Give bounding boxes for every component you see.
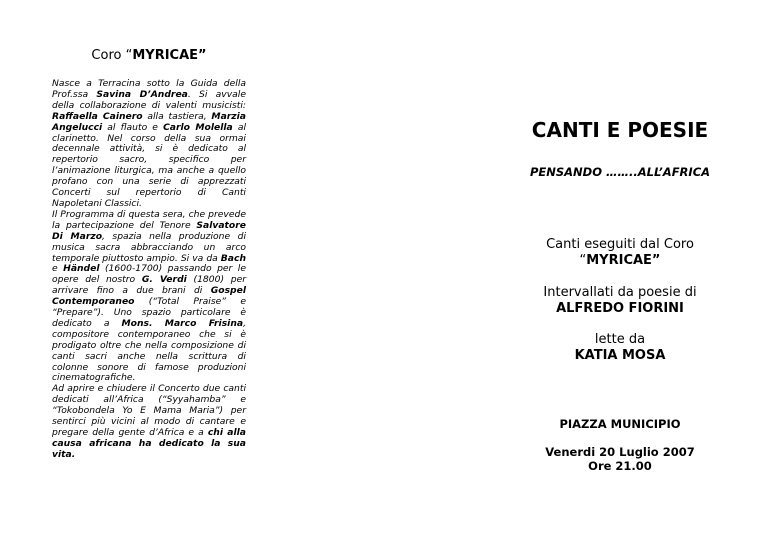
bio-text: al clarinetto. Nel corso della sua ormai decennale attività, si è dedicato al repertorio sacro, specifico per l’animazione liturgica, ma anche a quello profano con una serie di apprezzati Concerti sul repertorio di Canti Napoletani Classici. xyxy=(52,121,247,209)
bio-paragraph-1 xyxy=(52,79,246,210)
poet-block xyxy=(506,285,734,317)
performers-intro: Canti eseguiti dal Coro xyxy=(546,237,694,252)
choir-description-panel xyxy=(52,48,246,461)
bio-name: Marzia Angelucci xyxy=(52,110,246,133)
performers-choir-prefix: “ xyxy=(579,253,587,268)
bio-name: G. Verdi xyxy=(141,274,187,286)
bio-text: Il Programma di questa sera, che prevede la partecipazione del Tenore xyxy=(52,208,246,231)
choir-bio xyxy=(52,79,246,461)
bio-text: Ad aprire e chiudere il Concerto due canti dedicati all’Africa (“Syyahamba” e “Tokobondela Yo E Mama Maria”) per sentirci più vicini al modo di cantare e pregare della gente d’Africa e a xyxy=(52,383,246,438)
reader-name: KATIA MOSA xyxy=(574,348,666,363)
bio-text: Nasce a Terracina sotto la Guida della Prof.ssa xyxy=(52,78,246,100)
bio-paragraph-2 xyxy=(52,210,246,385)
bio-text: . Si avvale della collaborazione di valenti musicisti: xyxy=(52,88,246,111)
event-subtitle: PENSANDO ……..ALL’AFRICA xyxy=(529,165,711,179)
performers-block xyxy=(506,237,734,269)
performers-choir-name: MYRICAE” xyxy=(586,253,661,268)
event-time: Ore 21.00 xyxy=(588,459,652,473)
poet-intro: Intervallati da poesie di xyxy=(543,285,697,300)
bio-text: alla tastiera, xyxy=(142,110,212,122)
poet-name: ALFREDO FIORINI xyxy=(556,301,684,316)
bio-name: Savina D’Andrea xyxy=(96,88,188,100)
bio-text: e xyxy=(52,263,64,275)
bio-name: Salvatore Di Marzo xyxy=(52,219,246,242)
choir-heading xyxy=(52,48,246,63)
performers-choir xyxy=(506,253,734,269)
bio-text: al flauto e xyxy=(102,121,164,133)
bio-name: Mons. Marco Frisina xyxy=(121,317,244,329)
reader-block xyxy=(506,332,734,364)
bio-text: (“Total Praise” e “Prepare”). Uno spazio particolare è dedicato a xyxy=(52,296,246,329)
bio-text: , spazia nella produzione di musica sacra abbracciando un arco temporale piuttosto ampio. Si va da xyxy=(52,230,246,264)
choir-heading-name: MYRICAE” xyxy=(132,48,207,63)
bio-name: Bach xyxy=(220,252,246,264)
bio-text: (1600-1700) passando per le opere del nostro xyxy=(52,263,247,286)
bio-name: Carlo Molella xyxy=(163,121,233,133)
reader-intro: lette da xyxy=(594,332,646,347)
event-date: Venerdi 20 Luglio 2007 xyxy=(545,445,695,459)
bio-name: chi alla causa africana ha dedicato la sua vita. xyxy=(52,427,246,460)
event-venue: PIAZZA MUNICIPIO xyxy=(559,417,681,431)
bio-name: Raffaella Cainero xyxy=(52,110,143,122)
bio-paragraph-3 xyxy=(52,384,246,460)
choir-heading-prefix: Coro “ xyxy=(91,48,133,63)
bio-text: (1800) per arrivare fino a due brani di xyxy=(52,274,246,297)
event-datetime xyxy=(506,445,734,473)
event-title: CANTI E POESIE xyxy=(531,118,709,142)
bio-name: Händel xyxy=(63,263,100,275)
bio-name: Gospel Contemporaneo xyxy=(52,285,246,308)
bio-text: , compositore contemporaneo che si è prodigato oltre che nella composizione di canti sacri anche nella scrittura di colonne sonore di famose produzioni cinematografiche. xyxy=(52,317,246,384)
